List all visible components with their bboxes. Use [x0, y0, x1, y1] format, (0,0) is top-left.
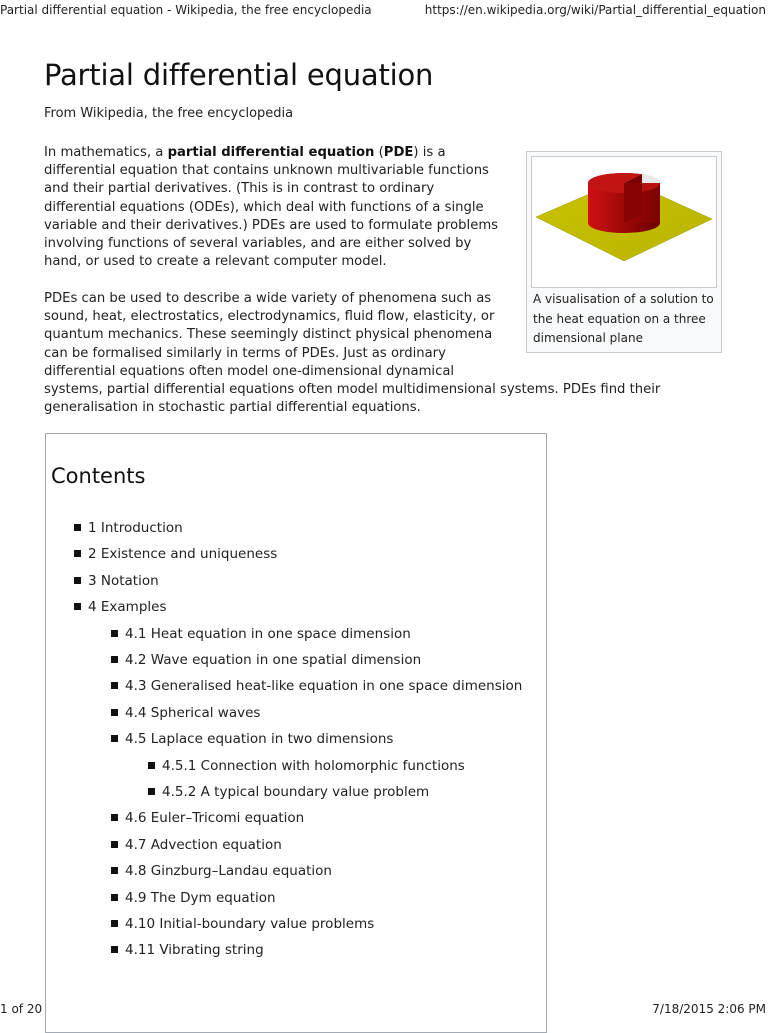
term-pde-full: partial differential equation — [167, 145, 375, 160]
intro-paragraph — [44, 144, 506, 271]
intro-text-mid: ( — [374, 145, 384, 160]
toc-item[interactable] — [111, 890, 276, 906]
bullet-icon — [111, 894, 118, 901]
toc-heading: Contents — [51, 464, 146, 488]
toc-item-label: 4.9 The Dym equation — [125, 889, 276, 906]
toc-item-label: 4.4 Spherical waves — [125, 704, 261, 721]
bullet-icon — [111, 867, 118, 874]
print-url[interactable]: https://en.wikipedia.org/wiki/Partial_differential_equation — [424, 3, 766, 17]
toc-item[interactable] — [111, 731, 393, 747]
toc-item-label: 4 Examples — [88, 599, 167, 616]
toc-item[interactable] — [148, 758, 465, 774]
heat-equation-image[interactable] — [531, 156, 717, 288]
bullet-icon — [111, 946, 118, 953]
image-caption: A visualisation of a solution to the heat equation on a three dimensional plane — [533, 292, 714, 345]
page-counter: 1 of 20 — [0, 1002, 43, 1016]
bullet-icon — [74, 550, 81, 557]
heat-equation-3d-icon — [532, 157, 716, 287]
bullet-icon — [74, 603, 81, 610]
intro-text-pre: In mathematics, a — [44, 145, 168, 160]
toc-item[interactable] — [111, 942, 264, 958]
toc-item-label: 4.5.2 A typical boundary value problem — [162, 784, 430, 800]
toc-item-label: 2 Existence and uniqueness — [88, 546, 278, 563]
toc-item-label: 4.5.1 Connection with holomorphic functions — [162, 757, 465, 774]
toc-item-label: 4.6 Euler–Tricomi equation — [125, 810, 305, 827]
toc-item[interactable] — [111, 626, 411, 642]
toc-item-label: 4.3 Generalised heat-like equation in one space dimension — [125, 678, 523, 695]
toc-item-label: 3 Notation — [88, 572, 159, 589]
page-title: Partial differential equation — [44, 58, 434, 92]
toc-item[interactable] — [111, 652, 421, 668]
intro-text-post: ) is a differential equation that contains unknown multivariable functions and their partial derivatives. (This is in contrast to ordinary differential equations (ODEs), which deal with functions of a single variable and their derivatives.) PDEs are used to formulate problems involving functions of several variables, and are either solved by hand, or used to create a relevant computer model. — [44, 145, 499, 270]
bullet-icon — [111, 709, 118, 716]
print-page-title: Partial differential equation - Wikipedia, the free encyclopedia — [0, 3, 372, 17]
toc-item[interactable] — [111, 678, 522, 694]
bullet-icon — [111, 841, 118, 848]
bullet-icon — [148, 762, 155, 769]
bullet-icon — [74, 524, 81, 531]
wedge-inner-wall-2 — [624, 183, 660, 223]
toc-item[interactable] — [111, 705, 260, 721]
toc-item[interactable] — [111, 916, 374, 932]
print-header — [0, 3, 768, 21]
bullet-icon — [111, 630, 118, 637]
toc-item[interactable] — [74, 546, 277, 562]
bullet-icon — [111, 656, 118, 663]
print-footer — [0, 1002, 768, 1020]
toc-item-label: 1 Introduction — [88, 520, 183, 536]
bullet-icon — [74, 577, 81, 584]
toc-item[interactable] — [74, 599, 166, 615]
site-tagline: From Wikipedia, the free encyclopedia — [44, 106, 294, 121]
toc-item-label: 4.10 Initial-boundary value problems — [125, 916, 375, 932]
toc-item[interactable] — [148, 784, 429, 800]
bullet-icon — [111, 920, 118, 927]
term-pde-abbr: PDE — [383, 145, 414, 160]
phenomena-paragraph-continued: systems, partial differential equations often model multidimensional systems. PDEs find their generalisation in stochastic partial differential equations. — [44, 382, 661, 416]
bullet-icon — [111, 814, 118, 821]
bullet-icon — [148, 788, 155, 795]
table-of-contents — [45, 433, 547, 1033]
toc-item-label: 4.1 Heat equation in one space dimension — [125, 625, 411, 642]
print-datetime: 7/18/2015 2:06 PM — [652, 1002, 766, 1016]
toc-item-label: 4.8 Ginzburg–Landau equation — [125, 863, 332, 880]
toc-item[interactable] — [111, 837, 282, 853]
toc-item-label: 4.11 Vibrating string — [125, 942, 264, 959]
bullet-icon — [111, 735, 118, 742]
image-thumbnail — [526, 151, 722, 353]
bullet-icon — [111, 682, 118, 689]
toc-item-label: 4.2 Wave equation in one spatial dimension — [125, 652, 422, 668]
toc-item-label: 4.7 Advection equation — [125, 836, 282, 853]
toc-item[interactable] — [74, 520, 183, 536]
phenomena-paragraph: PDEs can be used to describe a wide variety of phenomena such as sound, heat, electrostatics, electrodynamics, fluid flow, elasticity, or quantum mechanics. These seemingly distinct physical phenomena can be formalised similarly in terms of PDEs. Just as ordinary differential equations often model one-dimensional dynamical — [44, 291, 495, 379]
toc-item-label: 4.5 Laplace equation in two dimensions — [125, 731, 394, 748]
toc-item[interactable] — [74, 573, 159, 589]
toc-item[interactable] — [111, 810, 304, 826]
toc-item[interactable] — [111, 863, 332, 879]
